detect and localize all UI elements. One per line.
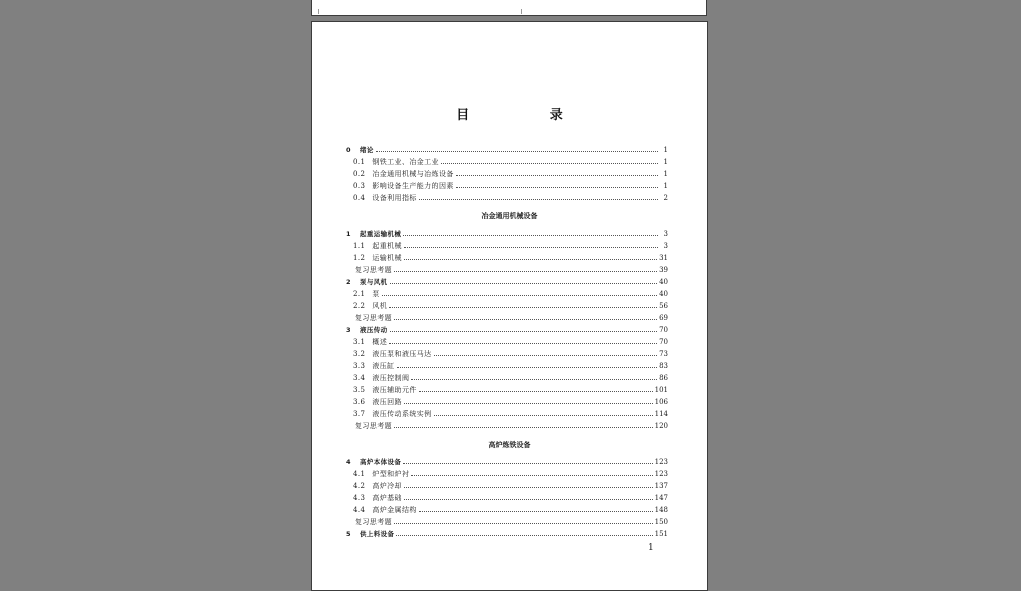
toc-entry-page: 83 (659, 362, 668, 370)
toc-section-entry[interactable] (353, 167, 668, 178)
dot-leader (404, 247, 658, 248)
toc-entry-number: 3.6 (353, 398, 366, 406)
toc-entry-title: 液压传动 (359, 326, 388, 334)
toc-section-entry[interactable] (353, 347, 668, 358)
previous-page-edge[interactable] (311, 0, 707, 16)
toc-entry-title: 复习思考题 (355, 314, 392, 322)
toc-entry-title: 运输机械 (372, 254, 402, 262)
dot-leader (394, 319, 657, 320)
toc-section-entry[interactable] (353, 503, 668, 514)
toc-entry-page: 137 (654, 482, 668, 490)
toc-entry-number: 4.3 (353, 494, 366, 502)
toc-section-entry[interactable] (353, 287, 668, 298)
toc-entry-number: 0.1 (353, 158, 366, 166)
toc-entry-page: 1 (663, 182, 668, 190)
page-mark (521, 9, 522, 14)
toc-section-entry[interactable] (353, 191, 668, 202)
toc-entry-page: 70 (659, 338, 668, 346)
toc-section-entry[interactable] (353, 383, 668, 394)
toc-entry-title: 液压控制阀 (372, 374, 410, 382)
toc-section-entry[interactable] (353, 371, 668, 382)
dot-leader (404, 259, 657, 260)
toc-entry-title: 影响设备生产能力的因素 (372, 182, 454, 190)
toc-section-entry[interactable] (353, 335, 668, 346)
dot-leader (376, 151, 658, 152)
toc-entry-title: 绪论 (359, 146, 374, 154)
toc-entry-number: 4.2 (353, 482, 366, 490)
dot-leader (403, 235, 658, 236)
toc-section-entry[interactable] (353, 179, 668, 190)
dot-leader (419, 391, 653, 392)
toc-entry-number: 2.2 (353, 302, 366, 310)
toc-chapter-entry[interactable] (346, 275, 668, 286)
document-page[interactable] (311, 21, 708, 591)
toc-entry-page: 123 (654, 470, 668, 478)
toc-entry-page: 73 (659, 350, 668, 358)
dot-leader (456, 187, 658, 188)
toc-entry-title: 高炉基础 (372, 494, 402, 502)
toc-entry-title: 供上料设备 (359, 530, 395, 538)
toc-entry-number: 4.4 (353, 506, 366, 514)
toc-entry-number: 1.1 (353, 242, 366, 250)
toc-entry-number: 3.2 (353, 350, 366, 358)
dot-leader (394, 271, 657, 272)
dot-leader (419, 199, 658, 200)
toc-entry-page: 106 (654, 398, 668, 406)
toc-entry-title: 复习思考题 (355, 518, 392, 526)
toc-entry-title: 概述 (372, 338, 388, 346)
toc-entry-page: 123 (654, 458, 668, 466)
toc-entry-number: 2 (346, 278, 351, 286)
dot-leader (404, 499, 653, 500)
toc-entry-title: 钢铁工业、冶金工业 (372, 158, 439, 166)
toc-entry-title: 液压回路 (372, 398, 402, 406)
toc-chapter-entry[interactable] (346, 323, 668, 334)
toc-entry-page: 3 (663, 242, 668, 250)
toc-entry-title: 风机 (372, 302, 388, 310)
dot-leader (411, 379, 657, 380)
dot-leader (396, 535, 652, 536)
toc-review-entry[interactable] (355, 419, 668, 430)
toc-entry-title: 设备利用指标 (372, 194, 417, 202)
toc-section-entry[interactable] (353, 359, 668, 370)
dot-leader (394, 523, 653, 524)
dot-leader (456, 175, 658, 176)
toc-entry-page: 40 (659, 290, 668, 298)
dot-leader (404, 487, 653, 488)
dot-leader (390, 283, 658, 284)
toc-review-entry[interactable] (355, 515, 668, 526)
toc-section-entry[interactable] (353, 299, 668, 310)
toc-chapter-entry[interactable] (346, 227, 668, 238)
toc-entry-title: 冶金通用机械与冶炼设备 (372, 170, 454, 178)
toc-entry-page: 1 (663, 170, 668, 178)
toc-entry-number: 2.1 (353, 290, 366, 298)
dot-leader (394, 427, 653, 428)
page-edge (311, 568, 312, 579)
toc-entry-number: 0.3 (353, 182, 366, 190)
toc-entry-page: 148 (654, 506, 668, 514)
dot-leader (389, 307, 657, 308)
toc-entry-title: 复习思考题 (355, 422, 392, 430)
toc-entry-number: 3.3 (353, 362, 366, 370)
toc-entry-title: 起重机械 (372, 242, 402, 250)
dot-leader (403, 463, 652, 464)
dot-leader (390, 331, 658, 332)
dot-leader (382, 295, 657, 296)
toc-section-entry[interactable] (353, 155, 668, 166)
toc-entry-page: 120 (654, 422, 668, 430)
toc-review-entry[interactable] (355, 311, 668, 322)
dot-leader (389, 343, 657, 344)
page-mark (318, 9, 319, 14)
part-heading: 高炉炼铁设备 (488, 441, 531, 449)
toc-entry-page: 147 (654, 494, 668, 502)
toc-entry-page: 69 (659, 314, 668, 322)
part-heading: 冶金通用机械设备 (481, 212, 538, 220)
dot-leader (419, 511, 653, 512)
toc-entry-number: 3 (346, 326, 351, 334)
page-number: 1 (648, 543, 654, 553)
toc-entry-page: 3 (663, 230, 668, 238)
toc-entry-number: 0.4 (353, 194, 366, 202)
toc-section-entry[interactable] (353, 239, 668, 250)
toc-entry-title: 泵与风机 (359, 278, 388, 286)
toc-entry-title: 高炉本体设备 (359, 458, 402, 466)
toc-entry-number: 3.1 (353, 338, 366, 346)
toc-entry-number: 5 (346, 530, 351, 538)
toc-entry-page: 101 (654, 386, 668, 394)
toc-entry-number: 4.1 (353, 470, 366, 478)
toc-entry-number: 3.5 (353, 386, 366, 394)
toc-entry-title: 液压缸 (372, 362, 395, 370)
toc-entry-page: 2 (663, 194, 668, 202)
toc-entry-title: 炉型和炉衬 (372, 470, 410, 478)
toc-section-entry[interactable] (353, 407, 668, 418)
toc-entry-title: 液压泵和液压马达 (372, 350, 432, 358)
toc-entry-number: 0 (346, 146, 351, 154)
dot-leader (404, 403, 653, 404)
toc-entry-title: 起重运输机械 (359, 230, 402, 238)
toc-entry-page: 86 (659, 374, 668, 382)
toc-entry-title: 泵 (372, 290, 380, 298)
toc-section-entry[interactable] (353, 395, 668, 406)
toc-entry-title: 复习思考题 (355, 266, 392, 274)
toc-chapter-entry[interactable] (346, 455, 668, 466)
toc-entry-number: 3.7 (353, 410, 366, 418)
toc-entry-number: 1.2 (353, 254, 366, 262)
toc-entry-page: 31 (659, 254, 668, 262)
toc-section-entry[interactable] (353, 479, 668, 490)
toc-entry-title: 液压传动系统实例 (372, 410, 432, 418)
toc-entry-title: 液压辅助元件 (372, 386, 417, 394)
toc-entry-number: 0.2 (353, 170, 366, 178)
dot-leader (434, 355, 658, 356)
toc-entry-number: 3.4 (353, 374, 366, 382)
toc-entry-page: 114 (654, 410, 668, 418)
toc-entry-page: 70 (659, 326, 668, 334)
toc-entry-number: 1 (346, 230, 351, 238)
toc-review-entry[interactable] (355, 263, 668, 274)
toc-section-entry[interactable] (353, 467, 668, 478)
toc-entry-page: 39 (659, 266, 668, 274)
dot-leader (411, 475, 652, 476)
page-title: 目 录 (456, 108, 601, 123)
toc-section-entry[interactable] (353, 491, 668, 502)
toc-chapter-entry[interactable] (346, 527, 668, 538)
toc-entry-page: 40 (659, 278, 668, 286)
dot-leader (441, 163, 658, 164)
toc-entry-page: 150 (654, 518, 668, 526)
toc-section-entry[interactable] (353, 251, 668, 262)
toc-entry-page: 1 (663, 158, 668, 166)
dot-leader (397, 367, 658, 368)
toc-chapter-entry[interactable] (346, 143, 668, 154)
toc-entry-title: 高炉冷却 (372, 482, 402, 490)
dot-leader (434, 415, 653, 416)
toc-entry-title: 高炉金属结构 (372, 506, 417, 514)
toc-entry-page: 1 (663, 146, 668, 154)
toc-entry-number: 4 (346, 458, 351, 466)
toc-entry-page: 56 (659, 302, 668, 310)
toc-entry-page: 151 (654, 530, 668, 538)
